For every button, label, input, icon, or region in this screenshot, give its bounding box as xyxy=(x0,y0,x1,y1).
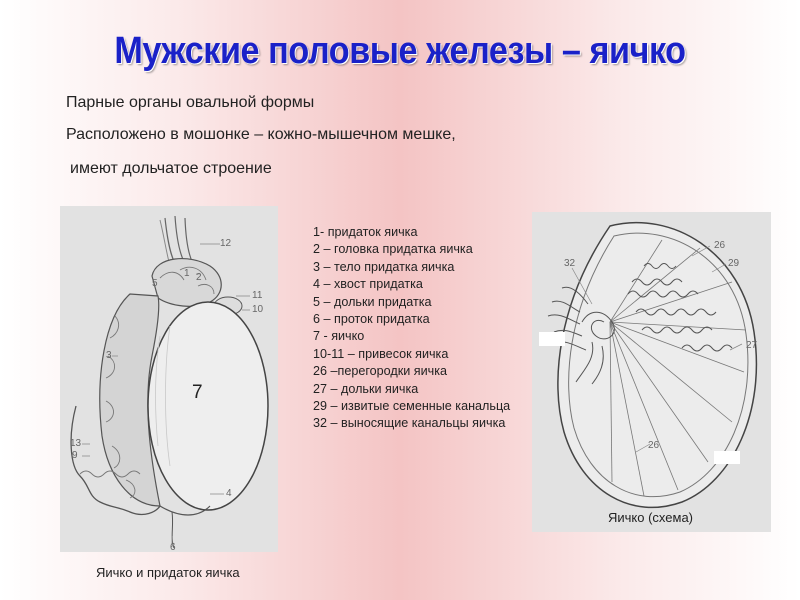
testis-epididymis-figure xyxy=(60,206,278,552)
legend-item: 4 – хвост придатка xyxy=(313,277,423,292)
legend-item: 5 – дольки придатка xyxy=(313,294,432,309)
intro-line-1: Парные органы овальной формы xyxy=(66,94,315,111)
fig-left-label-3: 3 xyxy=(106,350,112,361)
right-figure-caption: Яичко (схема) xyxy=(608,510,694,525)
legend-list xyxy=(313,224,528,433)
testis-scheme-drawing xyxy=(532,212,771,532)
fig-left-label-4: 4 xyxy=(226,488,232,499)
legend-item: 27 – дольки яичка xyxy=(313,381,419,396)
fig-right-label-32: 32 xyxy=(564,258,576,269)
testis-number-label: 7 xyxy=(192,382,203,403)
legend-item: 1- придаток яичка xyxy=(313,225,418,239)
fig-left-label-11: 11 xyxy=(252,290,263,301)
legend-item: 10-11 – привесок яичка xyxy=(313,346,449,361)
fig-left-label-9: 9 xyxy=(72,450,78,461)
slide-title: Мужские половые железы – яичко xyxy=(114,30,686,72)
fig-right-label-27: 27 xyxy=(746,340,758,351)
fig-right-label-26b: 26 xyxy=(648,440,660,451)
legend-item: 3 – тело придатка яичка xyxy=(313,259,455,274)
fig-right-label-26: 26 xyxy=(714,240,726,251)
legend-item: 32 – выносящие канальцы яичка xyxy=(313,416,506,431)
fig-left-label-2: 2 xyxy=(196,272,202,283)
fig-left-label-1: 1 xyxy=(184,268,190,279)
fig-left-label-12: 12 xyxy=(220,238,232,249)
testis-scheme-figure xyxy=(532,212,771,532)
legend-item: 2 – головка придатка яичка xyxy=(313,242,473,257)
fig-right-label-29: 29 xyxy=(728,258,740,269)
testis-drawing xyxy=(60,206,278,552)
intro-line-2: Расположено в мошонке – кожно-мышечном мешке, xyxy=(66,126,456,143)
legend-item: 29 – извитые семенные канальца xyxy=(313,399,511,414)
legend-item: 7 - яичко xyxy=(313,329,365,344)
label-cover-block xyxy=(539,332,565,346)
fig-left-label-5: 5 xyxy=(152,278,158,289)
label-cover-block xyxy=(714,451,740,464)
fig-left-label-6: 6 xyxy=(170,542,176,552)
fig-left-label-10: 10 xyxy=(252,304,264,315)
legend-item: 26 –перегородки яичка xyxy=(313,364,447,379)
legend-item: 6 – проток придатка xyxy=(313,312,430,327)
left-figure-caption: Яичко и придаток яичка xyxy=(96,565,240,580)
intro-line-3: имеют дольчатое строение xyxy=(70,160,272,177)
fig-left-label-13: 13 xyxy=(70,438,82,449)
